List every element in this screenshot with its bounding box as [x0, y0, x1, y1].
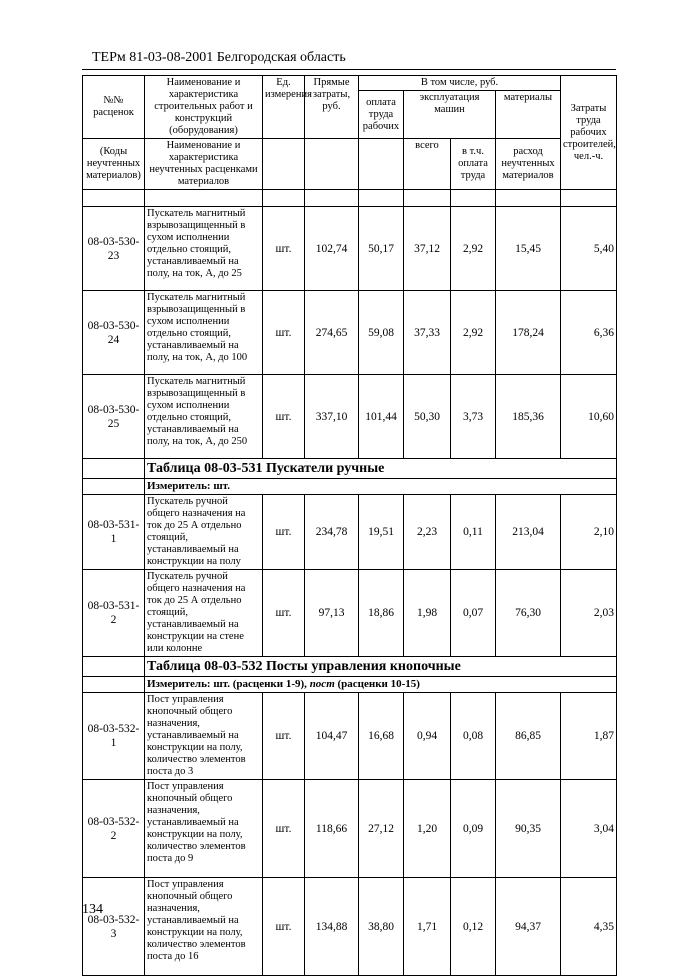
rate-labor: 4,35 — [561, 878, 617, 976]
rate-wage: 16,68 — [359, 693, 404, 780]
rate-machines-wage: 0,08 — [451, 693, 496, 780]
rate-direct-cost: 234,78 — [305, 495, 359, 570]
col-materials-header: материалы — [496, 91, 561, 139]
measure-row — [83, 677, 617, 693]
rate-code: 08-03-532-1 — [83, 693, 145, 780]
rate-materials: 86,85 — [496, 693, 561, 780]
measure-text: Измеритель: шт. — [145, 479, 617, 495]
rate-materials: 94,37 — [496, 878, 561, 976]
measure-part: Измеритель: шт. (расценки 1-9), — [147, 678, 310, 690]
rate-unit: шт. — [263, 780, 305, 878]
rate-materials: 15,45 — [496, 207, 561, 291]
rate-code: 08-03-530-24 — [83, 291, 145, 375]
rate-machines: 1,98 — [404, 570, 451, 657]
rate-direct-cost: 134,88 — [305, 878, 359, 976]
rate-machines: 37,33 — [404, 291, 451, 375]
col-incl-header: В том числе, руб. — [359, 76, 561, 91]
header-row-1 — [83, 76, 617, 91]
page-number: 134 — [82, 902, 103, 917]
rate-code: 08-03-530-23 — [83, 207, 145, 291]
table-row — [83, 878, 617, 976]
rate-machines: 50,30 — [404, 375, 451, 459]
rate-labor: 5,40 — [561, 207, 617, 291]
rate-code: 08-03-532-2 — [83, 780, 145, 878]
rate-name: Пост управления кнопочный общего назначения, устанавливаемый на конструкции на полу, количество элементов поста до 3 — [145, 693, 263, 780]
rate-direct-cost: 97,13 — [305, 570, 359, 657]
rate-labor: 6,36 — [561, 291, 617, 375]
col-name2-header: Наименование и характеристика неучтенных расценками материалов — [145, 139, 263, 190]
rate-name: Пускатель ручной общего назначения на ток до 25 А отдельно стоящий, устанавливаемый на конструкции на стене или колонне — [145, 570, 263, 657]
rate-wage: 27,12 — [359, 780, 404, 878]
rate-machines-wage: 0,09 — [451, 780, 496, 878]
rate-name: Пост управления кнопочный общего назначения, устанавливаемый на конструкции на полу, количество элементов поста до 9 — [145, 780, 263, 878]
rate-machines: 0,94 — [404, 693, 451, 780]
rate-machines-wage: 0,11 — [451, 495, 496, 570]
table-row — [83, 375, 617, 459]
col-incl-wage-header: в т.ч. оплата труда — [451, 139, 496, 190]
col-machines-header: эксплуатация машин — [404, 91, 496, 139]
table-row — [83, 291, 617, 375]
rate-machines: 1,20 — [404, 780, 451, 878]
col-mat-usage-header: расход неучтенных материалов — [496, 139, 561, 190]
rate-name: Пускатель ручной общего назначения на ток до 25 А отдельно стоящий, устанавливаемый на конструкции на полу — [145, 495, 263, 570]
table-row — [83, 570, 617, 657]
rate-wage: 38,80 — [359, 878, 404, 976]
col-total-header: всего — [404, 139, 451, 190]
rate-labor: 3,04 — [561, 780, 617, 878]
rate-code: 08-03-531-2 — [83, 570, 145, 657]
table-row — [83, 495, 617, 570]
col-code-header: №№ расценок — [83, 76, 145, 139]
col-wage-header: оплата труда рабочих — [359, 91, 404, 139]
rate-unit: шт. — [263, 495, 305, 570]
rate-machines: 37,12 — [404, 207, 451, 291]
section-title: Таблица 08-03-532 Посты управления кнопочные — [145, 657, 617, 677]
col-direct-header: Прямые затраты, руб. — [305, 76, 359, 139]
rate-unit: шт. — [263, 570, 305, 657]
rate-labor: 10,60 — [561, 375, 617, 459]
rate-labor: 1,87 — [561, 693, 617, 780]
rate-wage: 59,08 — [359, 291, 404, 375]
rate-name: Пускатель магнитный взрывозащищенный в сухом исполнении отдельно стоящий, устанавливаемый на полу, на ток, А, до 25 — [145, 207, 263, 291]
rate-code: 08-03-530-25 — [83, 375, 145, 459]
table-row — [83, 780, 617, 878]
rate-unit: шт. — [263, 693, 305, 780]
price-table — [82, 75, 617, 976]
rate-materials: 90,35 — [496, 780, 561, 878]
rate-machines-wage: 3,73 — [451, 375, 496, 459]
rate-direct-cost: 337,10 — [305, 375, 359, 459]
table-row — [83, 693, 617, 780]
rate-machines: 2,23 — [404, 495, 451, 570]
rate-code: 08-03-531-1 — [83, 495, 145, 570]
rate-wage: 18,86 — [359, 570, 404, 657]
measure-text — [145, 677, 617, 693]
col-name-header: Наименование и характеристика строительных работ и конструкций (оборудования) — [145, 76, 263, 139]
col-unit-header: Ед. измерения — [263, 76, 305, 139]
rate-name: Пускатель магнитный взрывозащищенный в сухом исполнении отдельно стоящий, устанавливаемый на полу, на ток, А, до 100 — [145, 291, 263, 375]
rate-wage: 101,44 — [359, 375, 404, 459]
rate-unit: шт. — [263, 375, 305, 459]
rate-unit: шт. — [263, 207, 305, 291]
rate-unit: шт. — [263, 878, 305, 976]
rate-direct-cost: 274,65 — [305, 291, 359, 375]
rate-labor: 2,03 — [561, 570, 617, 657]
rate-direct-cost: 104,47 — [305, 693, 359, 780]
rate-labor: 2,10 — [561, 495, 617, 570]
rate-name: Пост управления кнопочный общего назначения, устанавливаемый на конструкции на полу, количество элементов поста до 16 — [145, 878, 263, 976]
rate-materials: 213,04 — [496, 495, 561, 570]
col-code2-header: (Коды неучтенных материалов) — [83, 139, 145, 190]
rate-machines: 1,71 — [404, 878, 451, 976]
rate-wage: 19,51 — [359, 495, 404, 570]
rate-machines-wage: 2,92 — [451, 207, 496, 291]
section-title: Таблица 08-03-531 Пускатели ручные — [145, 459, 617, 479]
table-row — [83, 207, 617, 291]
rate-code: 08-03-532-3 — [83, 878, 145, 976]
rate-materials: 76,30 — [496, 570, 561, 657]
measure-row — [83, 479, 617, 495]
rate-unit: шт. — [263, 291, 305, 375]
rate-wage: 50,17 — [359, 207, 404, 291]
rate-machines-wage: 2,92 — [451, 291, 496, 375]
measure-part: пост — [309, 678, 335, 690]
rate-name: Пускатель магнитный взрывозащищенный в сухом исполнении отдельно стоящий, устанавливаемый на полу, на ток, А, до 250 — [145, 375, 263, 459]
rate-direct-cost: 118,66 — [305, 780, 359, 878]
section-title-row — [83, 657, 617, 677]
spacer-row — [83, 190, 617, 207]
measure-part: (расценки 10-15) — [334, 678, 420, 690]
rate-machines-wage: 0,07 — [451, 570, 496, 657]
col-labor-header: Затраты труда рабочих строителей, чел.-ч. — [561, 76, 617, 190]
rate-direct-cost: 102,74 — [305, 207, 359, 291]
section-title-row — [83, 459, 617, 479]
rate-materials: 178,24 — [496, 291, 561, 375]
rate-materials: 185,36 — [496, 375, 561, 459]
page-header: ТЕРм 81-03-08-2001 Белгородская область — [92, 50, 346, 65]
rate-machines-wage: 0,12 — [451, 878, 496, 976]
header-rule — [82, 69, 616, 70]
